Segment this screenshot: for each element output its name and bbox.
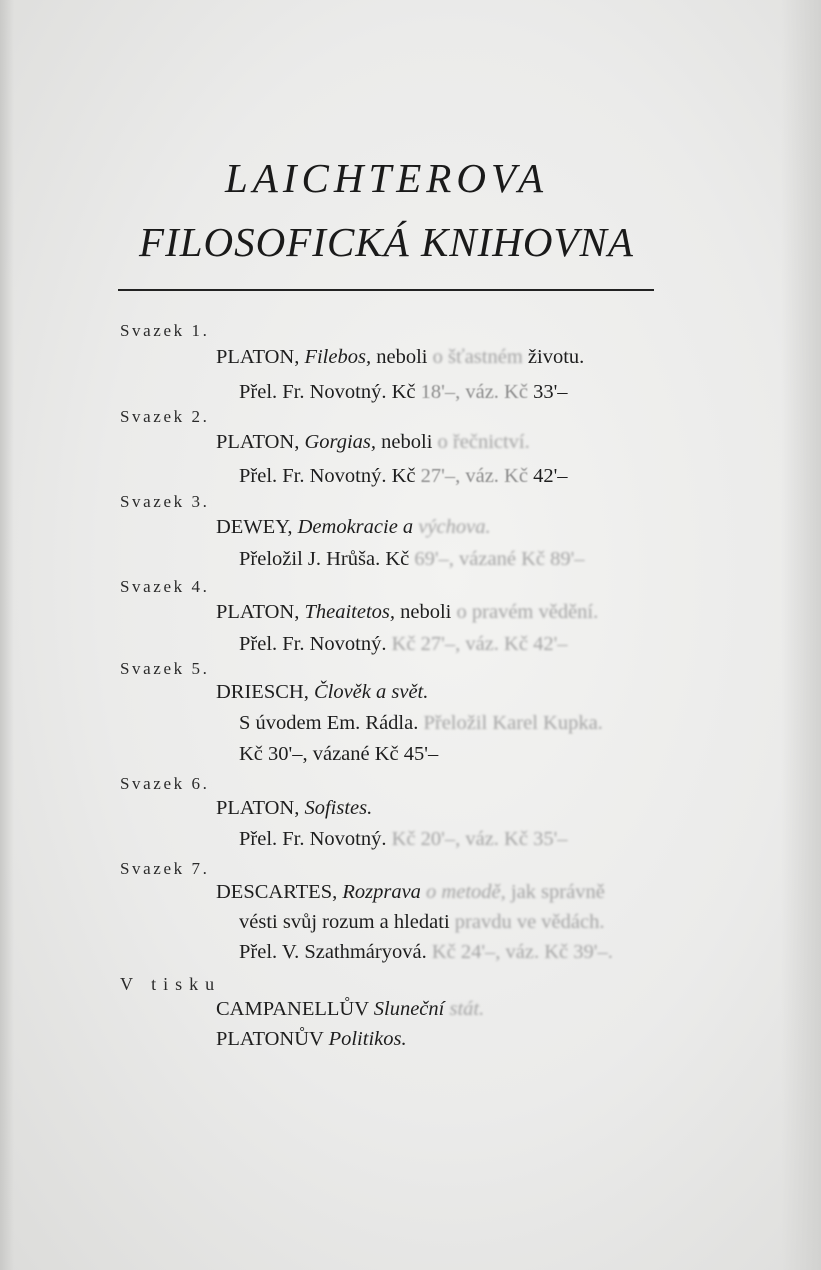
- in-print-2-work: Politikos.: [328, 1028, 407, 1050]
- in-print-1-author: CAMPANELLŮV: [216, 998, 374, 1020]
- volume-3-details: [239, 548, 585, 571]
- in-print-item-1: [216, 998, 484, 1021]
- volume-7-translator: Přel. V. Szathmáryová.: [239, 941, 427, 963]
- volume-7-work: Rozprava: [342, 881, 421, 903]
- volume-2-price-faded: 27'–, váz. Kč: [415, 465, 528, 487]
- volume-7-price-faded: Kč 24'–, váz. Kč 39'–.: [426, 941, 613, 963]
- volume-7-subtitle-cont-faded: pravdu ve vědách.: [449, 911, 605, 933]
- volume-1-subtitle: neboli: [371, 346, 433, 368]
- volume-1-translator: Přel. Fr. Novotný. Kč: [239, 381, 416, 403]
- title-rule: [118, 289, 654, 291]
- volume-3-work-faded: výchova.: [413, 516, 491, 538]
- volume-5-details: [239, 712, 603, 735]
- volume-2-subtitle-faded: o řečnictví.: [437, 431, 530, 453]
- volume-5-work: Člověk a svět.: [313, 681, 429, 703]
- volume-1-work: Filebos,: [304, 346, 372, 368]
- volume-3-price-faded: 69'–, vázané Kč 89'–: [409, 548, 585, 570]
- volume-6-author: PLATON,: [216, 797, 305, 819]
- volume-2-translator: Přel. Fr. Novotný. Kč: [239, 465, 416, 487]
- volume-7-subtitle-faded: jak správně: [505, 881, 605, 903]
- volume-3-work: Demokracie a: [297, 516, 414, 538]
- in-print-label: V tisku: [120, 974, 222, 994]
- volume-3-title-line: [216, 516, 491, 539]
- volume-4-subtitle: neboli: [395, 601, 452, 623]
- in-print-item-2: [216, 1028, 407, 1051]
- volume-2-author: PLATON,: [216, 431, 305, 453]
- volume-3-author: DEWEY,: [216, 516, 298, 538]
- volume-4-price-faded: Kč 27'–, váz. Kč 42'–: [386, 633, 568, 655]
- volume-4-work: Theaitetos,: [304, 601, 396, 623]
- volume-7-label: Svazek 7.: [120, 859, 210, 878]
- volume-1-price-tail: 33'–: [527, 381, 568, 403]
- volume-3-translator: Přeložil J. Hrůša. Kč: [239, 548, 410, 570]
- volume-5-translator-faded: Přeložil Karel Kupka.: [418, 712, 603, 734]
- volume-2-work: Gorgias,: [304, 431, 377, 453]
- in-print-1-work-faded: stát.: [444, 998, 485, 1020]
- volume-1-subtitle-tail: životu.: [522, 346, 585, 368]
- volume-1-title-line: [216, 346, 584, 369]
- volume-7-details: [239, 911, 604, 934]
- volume-6-work: Sofistes.: [304, 797, 373, 819]
- volume-4-translator: Přel. Fr. Novotný.: [239, 633, 387, 655]
- in-print-1-work: Sluneční: [373, 998, 445, 1020]
- volume-7-author: DESCARTES,: [216, 881, 343, 903]
- volume-6-label: Svazek 6.: [120, 774, 210, 793]
- volume-7-subtitle-cont: vésti svůj rozum a hledati: [239, 911, 450, 933]
- volume-1-price-faded: 18'–, váz. Kč: [415, 381, 528, 403]
- volume-7-work-faded: o metodě,: [420, 881, 506, 903]
- volume-5-author: DRIESCH,: [216, 681, 314, 703]
- volume-6-price-faded: Kč 20'–, váz. Kč 35'–: [386, 828, 568, 850]
- volume-2-label: Svazek 2.: [120, 407, 210, 426]
- volume-6-translator: Přel. Fr. Novotný.: [239, 828, 387, 850]
- series-title-line1: LAICHTEROVA: [224, 155, 548, 201]
- volume-6-title-line: [216, 797, 372, 820]
- volume-3-label: Svazek 3.: [120, 492, 210, 511]
- volume-2-title-line: [216, 431, 530, 454]
- volume-1-subtitle-faded: o šťastném: [432, 346, 523, 368]
- volume-6-details: [239, 828, 568, 851]
- volume-5-introduction: S úvodem Em. Rádla.: [239, 712, 419, 734]
- volume-2-subtitle: neboli: [376, 431, 438, 453]
- series-title-line2: FILOSOFICKÁ KNIHOVNA: [139, 219, 634, 265]
- volume-4-subtitle-faded: o pravém vědění.: [451, 601, 599, 623]
- volume-4-label: Svazek 4.: [120, 577, 210, 596]
- volume-1-details: [239, 381, 568, 404]
- volume-5-price: Kč 30'–, vázané Kč 45'–: [239, 743, 439, 765]
- volume-2-price-tail: 42'–: [527, 465, 568, 487]
- volume-4-author: PLATON,: [216, 601, 305, 623]
- volume-4-details: [239, 633, 568, 656]
- volume-4-title-line: [216, 601, 598, 624]
- volume-5-label: Svazek 5.: [120, 659, 210, 678]
- volume-5-title-line: [216, 681, 428, 704]
- in-print-2-author: PLATONŮV: [216, 1028, 329, 1050]
- volume-7-translator-line: [239, 941, 613, 964]
- volume-1-label: Svazek 1.: [120, 321, 210, 340]
- volume-7-title-line: [216, 881, 605, 904]
- volume-2-details: [239, 465, 568, 488]
- volume-1-author: PLATON,: [216, 346, 305, 368]
